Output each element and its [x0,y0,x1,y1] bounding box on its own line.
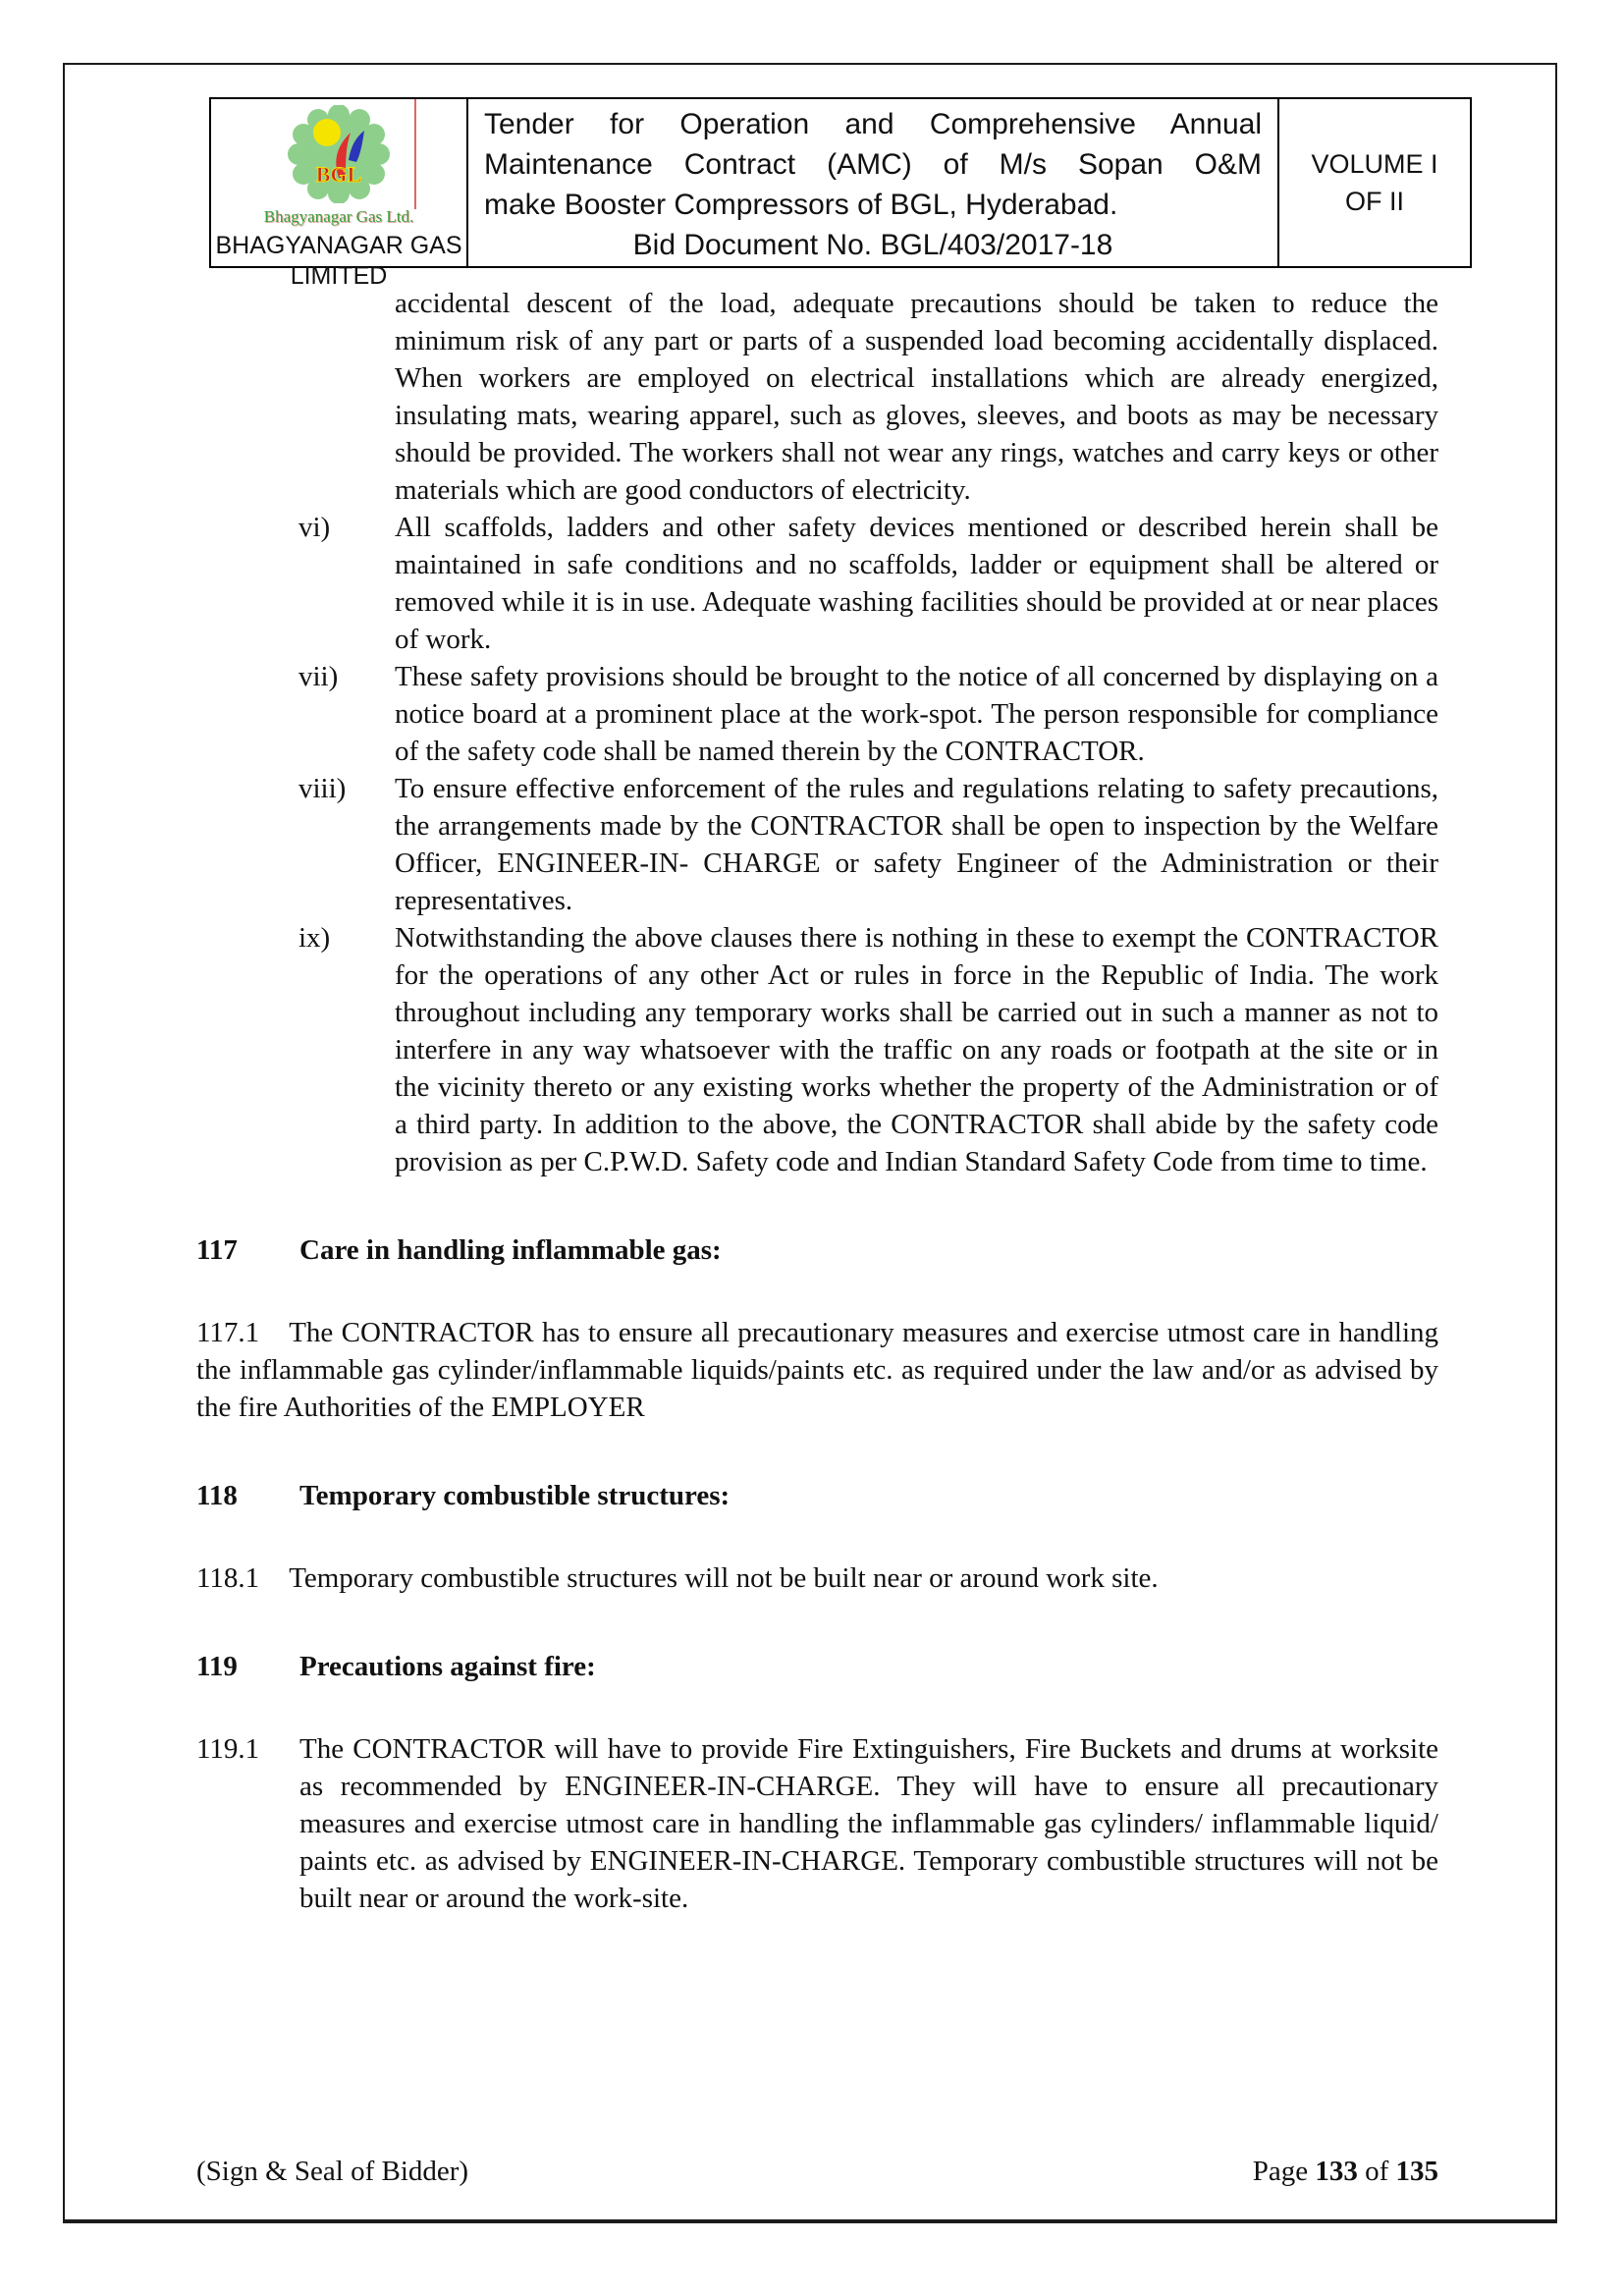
list-number: vii) [298,661,339,692]
section-118-heading [196,1477,1438,1514]
header-logo-cell [211,99,468,290]
section-number: 117 [196,1234,238,1266]
tender-title-line2: Maintenance Contract (AMC) of M/s Sopan O&M [484,148,1262,181]
section-number: 119 [196,1651,238,1682]
bid-document-number: Bid Document No. BGL/403/2017-18 [632,229,1113,261]
list-number: vi) [298,512,331,543]
list-item-viii [196,770,1438,919]
section-117-heading [196,1231,1438,1269]
page-current: 133 [1315,2156,1358,2187]
logo-bgl-text: BGL [315,162,362,187]
org-name-line1: BHAGYANAGAR GAS [215,232,462,259]
list-text: Notwithstanding the above clauses there is nothing in these to exempt the CONTRACTOR for the operations of any other Act or rules in force in the Republic of India. The work throughout including any temporary works shall be carried out in such a manner as not to interfere in any way whatsoever with the traffic on any roads or footpath at the site or in the vicinity thereto or any existing works whether the property of the Administration or of a third party. In addition to the above, the CONTRACTOR shall abide by the safety code provision as per C.P.W.D. Safety code and Indian Standard Safety Code from time to time. [395,922,1438,1177]
org-name [211,231,466,292]
list-text: To ensure effective enforcement of the rules and regulations relating to safety precautions, the arrangements made by the CONTRACTOR shall be open to inspection by the Welfare Officer, ENGINEER-IN- CHARGE or safety Engineer of the Administration or their representatives. [395,773,1438,916]
logo-sun-shape [313,119,341,146]
clause-number: 119.1 [196,1733,260,1765]
section-title: Care in handling inflammable gas: [299,1234,722,1266]
page-number [1253,2153,1438,2190]
tender-title-line1: Tender for Operation and Comprehensive Annual [484,108,1262,140]
clause-text: Temporary combustible structures will not be built near or around work site. [289,1562,1159,1594]
volume-line1: VOLUME I [1311,149,1438,179]
clause-number: 117.1 [196,1317,260,1348]
clause-text: The CONTRACTOR has to ensure all precautionary measures and exercise utmost care in handling the inflammable gas cylinder/inflammable liquids/paints etc. as required under the law and/or as advised by the fire Authorities of the EMPLOYER [196,1317,1438,1423]
list-item-ix [196,919,1438,1180]
section-119-heading [196,1648,1438,1685]
page-footer [196,2153,1438,2190]
logo-caption: Bhagyanagar Gas Ltd. [263,207,414,226]
section-number: 118 [196,1480,238,1511]
page-of: of [1357,2156,1396,2187]
list-number: viii) [298,773,347,804]
tender-title-line3: make Booster Compressors of BGL, Hyderabad. [484,189,1118,221]
body-content [196,285,1438,1917]
list-item-vi [196,509,1438,658]
section-title: Precautions against fire: [299,1651,596,1682]
intro-paragraph: accidental descent of the load, adequate precautions should be taken to reduce the minimum risk of any part or parts of a suspended load becoming accidentally displaced. When workers are employed on electrical installations which are already energized, insulating mats, wearing apparel, such as gloves, sleeves, and boots as may be necessary should be provided. The workers shall not wear any rings, watches and carry keys or other materials which are good conductors of electricity. [395,288,1438,506]
header-table [209,97,1472,290]
list-text: These safety provisions should be brought to the notice of all concerned by displaying on a notice board at a prominent place at the work-spot. The person responsible for compliance of the safety code shall be named therein by the CONTRACTOR. [395,661,1438,767]
clause-number: 118.1 [196,1562,260,1594]
list-number: ix) [298,922,331,954]
clause-118-1 [196,1559,1438,1597]
page-total: 135 [1395,2156,1438,2187]
clause-117-1 [196,1314,1438,1426]
page-prefix: Page [1252,2156,1316,2187]
logo-divider-line [414,99,416,209]
bgl-logo-icon [288,105,390,203]
clause-119-1 [196,1730,1438,1917]
header-volume-cell [1279,99,1470,266]
section-title: Temporary combustible structures: [299,1480,731,1511]
sign-seal-label: (Sign & Seal of Bidder) [196,2156,469,2187]
list-item-vii [196,658,1438,770]
list-text: All scaffolds, ladders and other safety devices mentioned or described herein shall be maintained in safe conditions and no scaffolds, ladder or equipment shall be altered or removed while it is in use. Adequate washing facilities should be provided at or near places of work. [395,512,1438,655]
volume-line2: OF II [1345,187,1404,216]
header-title-cell [468,99,1279,266]
org-name-line2: LIMITED [290,262,388,290]
clause-text: The CONTRACTOR will have to provide Fire Extinguishers, Fire Buckets and drums at worksite as recommended by ENGINEER-IN-CHARGE. They will have to ensure all precautionary measures and exercise utmost care in handling the inflammable gas cylinders/ inflammable liquid/ paints etc. as advised by ENGINEER-IN-CHARGE. Temporary combustible structures will not be built near or around the work-site. [299,1733,1438,1914]
